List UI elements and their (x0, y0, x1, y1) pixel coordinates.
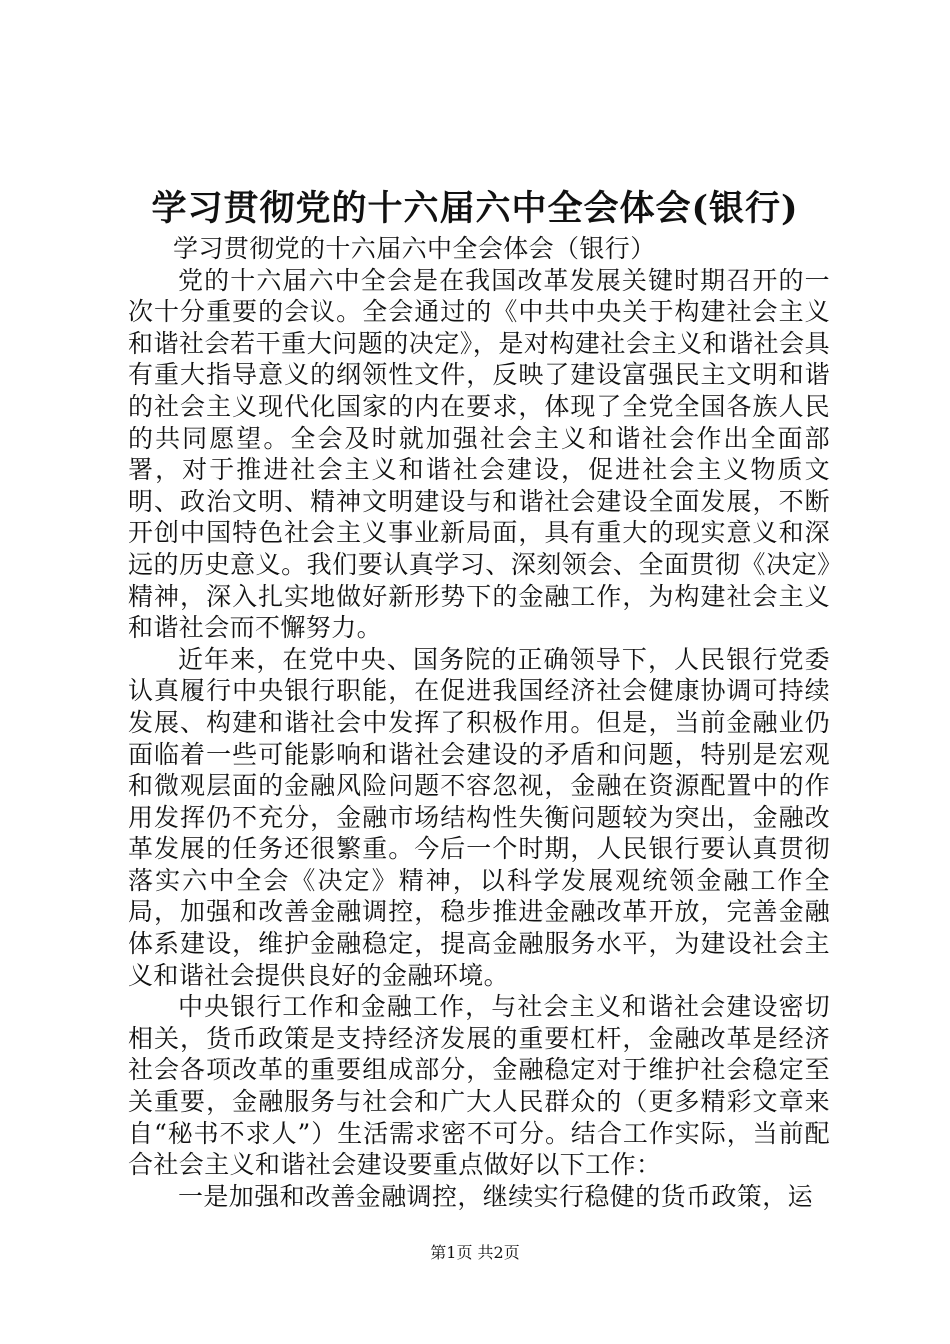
document-subtitle: 学习贯彻党的十六届六中全会体会（银行） (173, 234, 656, 263)
body-paragraph: 近年来，在党中央、国务院的正确领导下，人民银行党委认真履行中央银行职能，在促进我国经济社会健康协调可持续发展、构建和谐社会中发挥了积极作用。但是，当前金融业仍面临着一些可能影响和谐社会建设的矛盾和问题，特别是宏观和微观层面的金融风险问题不容忽视，金融在资源配置中的作用发挥仍不充分，金融市场结构性失衡问题较为突出，金融改革发展的任务还很繁重。今后一个时期，人民银行要认真贯彻落实六中全会《决定》精神，以科学发展观统领金融工作全局，加强和改善金融调控，稳步推进金融改革开放，完善金融体系建设，维护金融稳定，提高金融服务水平，为建设社会主义和谐社会提供良好的金融环境。 (128, 644, 830, 990)
page-number: 第1页 共2页 (430, 1243, 520, 1262)
body-paragraph: 一是加强和改善金融调控，继续实行稳健的货币政策，运 (178, 1181, 814, 1211)
body-paragraph: 党的十六届六中全会是在我国改革发展关键时期召开的一次十分重要的会议。全会通过的《中共中央关于构建社会主义和谐社会若干重大问题的决定》，是对构建社会主义和谐社会具有重大指导意义的纲领性文件，反映了建设富强民主文明和谐的社会主义现代化国家的内在要求，体现了全党全国各族人民的共同愿望。全会及时就加强社会主义和谐社会作出全面部署，对于推进社会主义和谐社会建设，促进社会主义物质文明、政治文明、精神文明建设与和谐社会建设全面发展，不断开创中国特色社会主义事业新局面，具有重大的现实意义和深远的历史意义。我们要认真学习、深刻领会、全面贯彻《决定》精神，深入扎实地做好新形势下的金融工作，为构建社会主义和谐社会而不懈努力。 (128, 265, 830, 643)
page-title: 学习贯彻党的十六届六中全会体会(银行) (151, 188, 799, 229)
document-body (128, 233, 830, 1212)
body-paragraph: 中央银行工作和金融工作，与社会主义和谐社会建设密切相关，货币政策是支持经济发展的重要杠杆，金融改革是经济社会各项改革的重要组成部分，金融稳定对于维护社会稳定至关重要，金融服务与社会和广大人民群众的（更多精彩文章来自“秘书不求人”）生活需求密不可分。结合工作实际，当前配合社会主义和谐社会建设要重点做好以下工作： (128, 992, 830, 1180)
